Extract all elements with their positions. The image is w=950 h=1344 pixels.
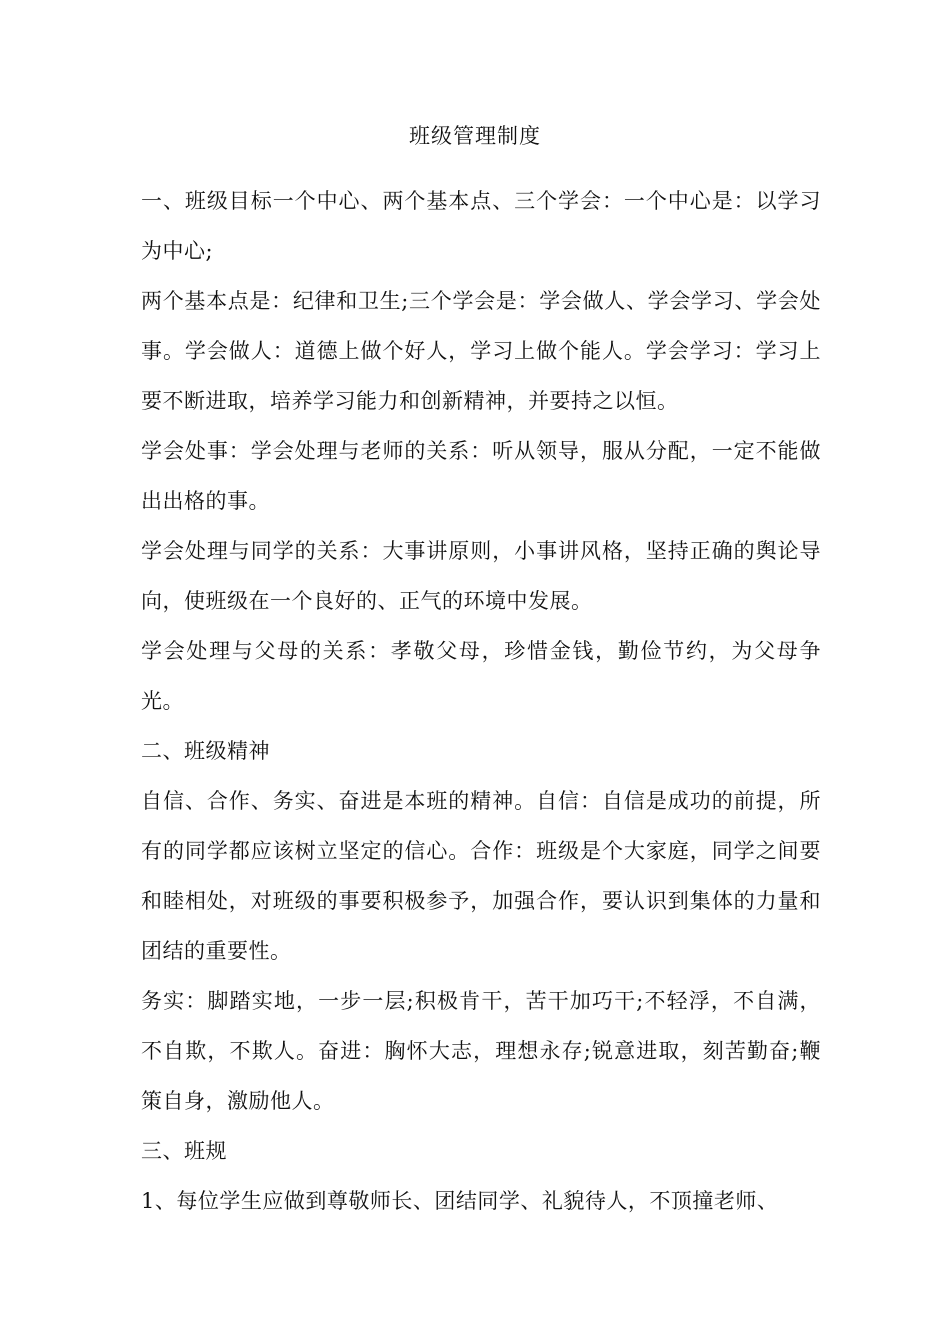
paragraph-basic-points: 两个基本点是：纪律和卫生;三个学会是：学会做人、学会学习、学会处事。学会做人：道德上做个好人，学习上做个能人。学会学习：学习上要不断进取，培养学习能力和创新精神，并要持之以恒。 (141, 289, 821, 413)
paragraph-pragmatic: 务实：脚踏实地，一步一层;积极肯干，苦干加巧干;不轻浮，不自满，不自欺，不欺人。奋进：胸怀大志，理想永存;锐意进取，刻苦勤奋;鞭策自身，激励他人。 (141, 989, 821, 1113)
paragraph-parent-relation: 学会处理与父母的关系：孝敬父母，珍惜金钱，勤俭节约，为父母争光。 (141, 639, 821, 713)
paragraph-teacher-relation: 学会处事：学会处理与老师的关系：听从领导，服从分配，一定不能做出出格的事。 (141, 439, 821, 513)
section-heading-rules: 三、班规 (141, 1139, 227, 1163)
document-title: 班级管理制度 (409, 124, 541, 148)
section-heading-spirit: 二、班级精神 (141, 739, 270, 763)
paragraph-classmate-relation: 学会处理与同学的关系：大事讲原则，小事讲风格，坚持正确的舆论导向，使班级在一个良好的、正气的环境中发展。 (141, 539, 821, 613)
paragraph-goals: 一、班级目标一个中心、两个基本点、三个学会：一个中心是：以学习为中心; (141, 189, 821, 263)
paragraph-rule-1: 1、每位学生应做到尊敬师长、团结同学、礼貌待人，不顶撞老师、 (141, 1189, 779, 1213)
document-body (141, 176, 821, 1226)
paragraph-spirit: 自信、合作、务实、奋进是本班的精神。自信：自信是成功的前提，所有的同学都应该树立坚定的信心。合作：班级是个大家庭，同学之间要和睦相处，对班级的事要积极参予，加强合作，要认识到集体的力量和团结的重要性。 (141, 789, 821, 963)
